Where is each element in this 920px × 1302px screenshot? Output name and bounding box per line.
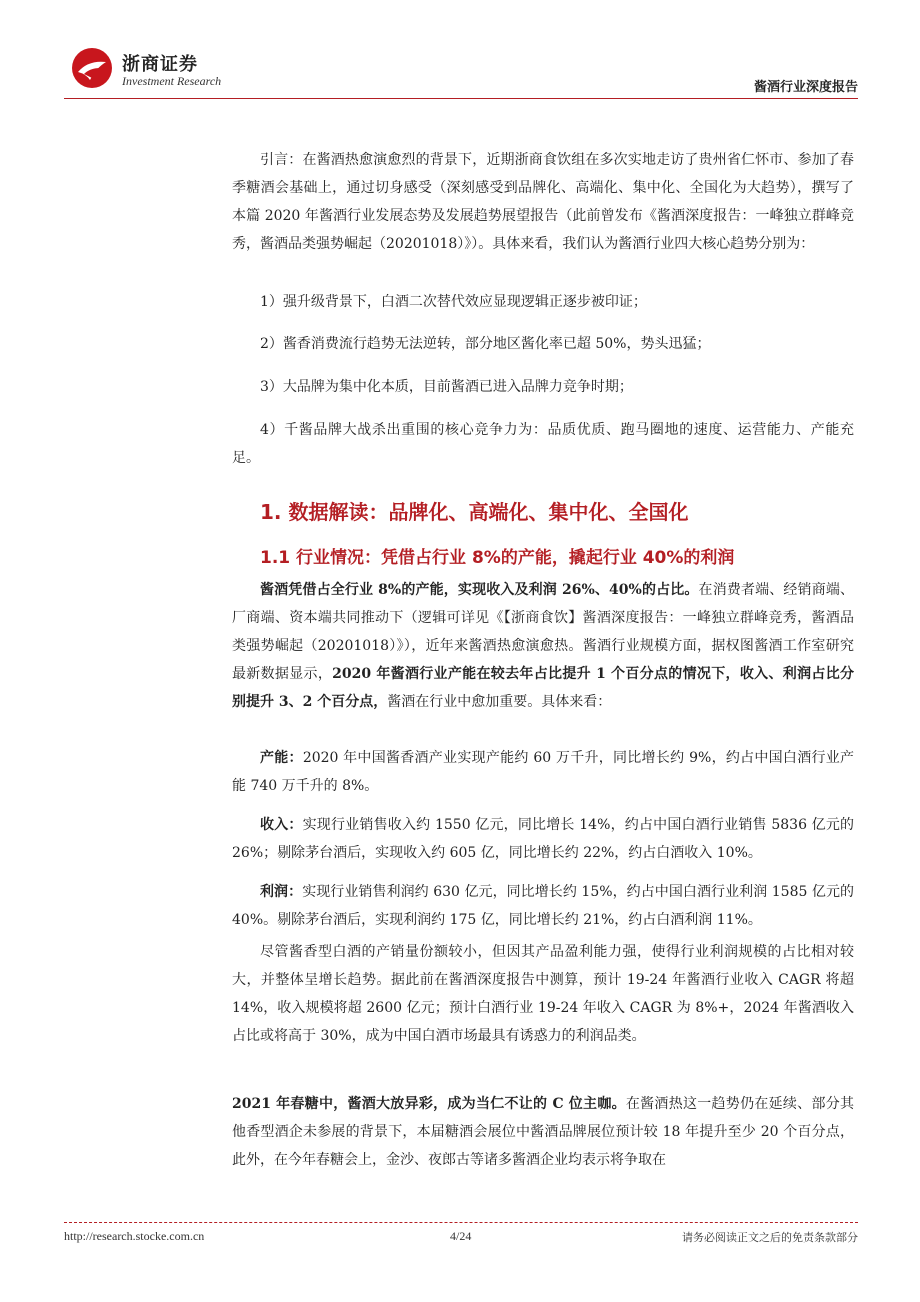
paragraph-1-lead: 酱酒凭借占全行业 8%的产能，实现收入及利润 26%、40%的占比。: [260, 582, 699, 598]
spring-fair-text: 在酱酒热这一趋势仍在延续、部分其他香型酒企未参展的背景下，本届糖酒会展位中酱酒品牌展位预计较 18 年提升至少 20 个百分点，此外，在今年春糖会上，金沙、夜郎古等诸多酱酒企业均表示将争取在: [232, 1096, 854, 1168]
spring-fair-lead: 2021 年春糖中，酱酒大放异彩，成为当仁不让的 C 位主咖。: [232, 1096, 626, 1112]
section-heading: 1. 数据解读：品牌化、高端化、集中化、全国化: [260, 500, 689, 524]
subsection-heading: 1.1 行业情况：凭借占行业 8%的产能，撬起行业 40%的利润: [260, 548, 735, 568]
profit-label: 利润：: [260, 884, 303, 900]
capacity-paragraph: [232, 744, 854, 800]
outlook-paragraph: 尽管酱香型白酒的产销量份额较小，但因其产品盈利能力强，使得行业利润规模的占比相对较大，并整体呈增长趋势。据此前在酱酒深度报告中测算，预计 19-24 年酱酒行业收入 CAGR 将超 14%，收入规模将超 2600 亿元；预计白酒行业 19-24 年收入 CAGR 为 8%+，2024 年酱酒收入占比或将高于 30%，成为中国白酒市场最具有诱惑力的利润品类。: [232, 944, 854, 1044]
intro-paragraph: [232, 146, 854, 258]
profit-text: 实现行业销售利润约 630 亿元，同比增长约 15%，约占中国白酒行业利润 1585 亿元的 40%。剔除茅台酒后，实现利润约 175 亿，同比增长约 21%，约占白酒利润 11%。: [232, 884, 855, 928]
paragraph-1: [232, 576, 854, 716]
logo-text-en: Investment Research: [122, 74, 222, 88]
logo-icon: [70, 46, 114, 90]
footer-url-link[interactable]: http://research.stocke.com.cn: [64, 1229, 205, 1243]
footer-divider: [64, 1222, 858, 1223]
revenue-label: 收入：: [260, 817, 303, 833]
trend-item-4: 4）千酱品牌大战杀出重围的核心竞争力为：品质优质、跑马圈地的速度、运营能力、产能充足。: [232, 422, 854, 466]
footer-disclaimer: 请务必阅读正文之后的免责条款部分: [682, 1231, 858, 1244]
trend-item-1: 1）强升级背景下，白酒二次替代效应显现逻辑正逐步被印证；: [260, 294, 647, 310]
intro-label: 引言：: [260, 152, 303, 168]
report-title: 酱酒行业深度报告: [753, 80, 858, 95]
capacity-text: 2020 年中国酱香酒产业实现产能约 60 万千升，同比增长约 9%，约占中国白酒行业产能 740 万千升的 8%。: [232, 750, 855, 794]
logo-text-cn: 浙商证券: [122, 54, 198, 75]
page-header: [64, 36, 858, 96]
revenue-paragraph: [232, 811, 854, 867]
paragraph-1-text: 在消费者端、经销商端、厂商端、资本端共同推动下（逻辑可详见《【浙商食饮】酱酒深度报告：一峰独立群峰竞秀，酱酒品类强势崛起（20201018）》），近年来酱酒热愈演愈热。酱酒行业规模方面，据权图酱酒工作室研究最新数据显示，: [232, 582, 854, 682]
spring-fair-paragraph: [232, 1090, 854, 1174]
paragraph-1-tail: 酱酒在行业中愈加重要。具体来看：: [387, 694, 612, 710]
page-number: 4/24: [450, 1229, 472, 1243]
trend-item-3: 3）大品牌为集中化本质，目前酱酒已进入品牌力竞争时期；: [260, 379, 633, 395]
intro-text: 在酱酒热愈演愈烈的背景下，近期浙商食饮组在多次实地走访了贵州省仁怀市、参加了春季糖酒会基础上，通过切身感受（深刻感受到品牌化、高端化、集中化、全国化为大趋势），撰写了本篇 2020 年酱酒行业发展态势及发展趋势展望报告（此前曾发布《酱酒深度报告：一峰独立群峰竞秀，酱酒品类强势崛起（20201018）》）。具体来看，我们认为酱酒行业四大核心趋势分别为：: [232, 152, 855, 252]
trend-item-2: 2）酱香消费流行趋势无法逆转，部分地区酱化率已超 50%，势头迅猛；: [260, 336, 711, 352]
revenue-text: 实现行业销售收入约 1550 亿元，同比增长 14%，约占中国白酒行业销售 5836 亿元的 26%；剔除茅台酒后，实现收入约 605 亿，同比增长约 22%，约占白酒收入 10%。: [232, 817, 855, 861]
paragraph-1-highlight: 2020 年酱酒行业产能在较去年占比提升 1 个百分点的情况下，收入、利润占比分别提升 3、2 个百分点，: [232, 666, 855, 710]
profit-paragraph: [232, 878, 854, 934]
capacity-label: 产能：: [260, 750, 303, 766]
header-divider: [64, 98, 858, 99]
